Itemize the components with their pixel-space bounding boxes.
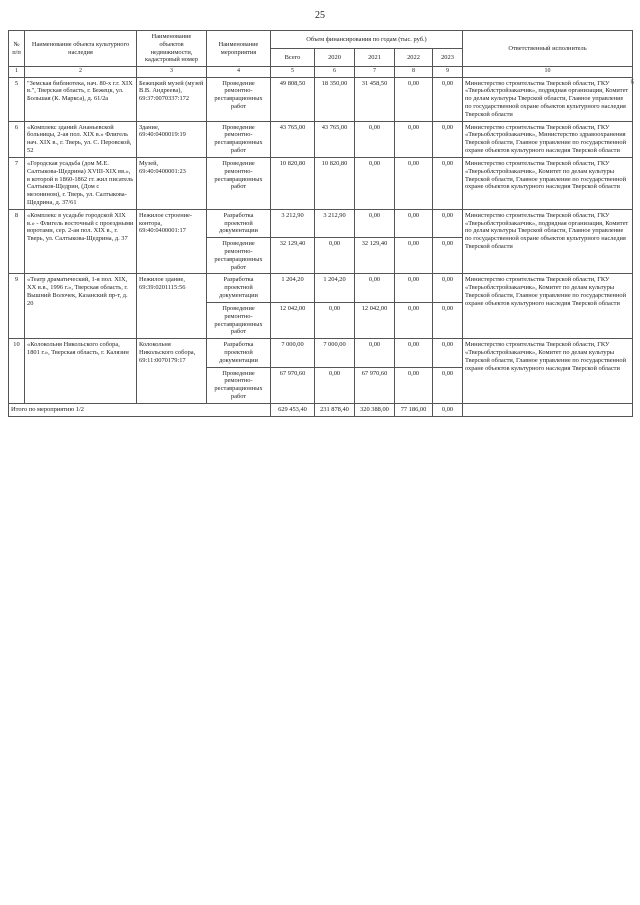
property-name: Бежецкий музей (музей В.В. Андреева), 69:37:0070337:172: [137, 77, 207, 121]
amount-2021: 0,00: [355, 339, 395, 367]
colnum: 1: [9, 67, 25, 77]
amount-2023: 0,00: [433, 121, 463, 157]
amount-2021: 0,00: [355, 274, 395, 302]
header-total: Всего: [271, 49, 315, 67]
amount-2023: 0,00: [433, 209, 463, 237]
header-2022: 2022: [395, 49, 433, 67]
amount-2022: 0,00: [395, 339, 433, 367]
amount-2020: 18 350,00: [315, 77, 355, 121]
amount-2020: 0,00: [315, 367, 355, 403]
amount-2020: 43 765,00: [315, 121, 355, 157]
amount-total: 67 970,60: [271, 367, 315, 403]
page-number: 25: [315, 10, 325, 21]
summary-row: [9, 403, 633, 416]
colnum: 4: [207, 67, 271, 77]
amount-2023: 0,00: [433, 339, 463, 367]
header-financing: Объем финансирования по годам (тыс. руб.): [271, 31, 463, 49]
summary-2023: 0,00: [433, 403, 463, 416]
colnum: 10: [463, 67, 633, 77]
table-row: [9, 157, 633, 209]
activity-name: Проведение ремонтно-реставрационных работ: [207, 367, 271, 403]
amount-2021: 12 042,00: [355, 302, 395, 338]
amount-2020: 7 000,00: [315, 339, 355, 367]
financing-table: [8, 30, 633, 417]
amount-2020: 3 212,90: [315, 209, 355, 237]
header-executor: Ответственный исполнитель: [463, 31, 633, 67]
amount-total: 43 765,00: [271, 121, 315, 157]
amount-2021: 0,00: [355, 157, 395, 209]
amount-2020: 0,00: [315, 302, 355, 338]
summary-2021: 320 388,00: [355, 403, 395, 416]
table-body: [9, 77, 633, 403]
activity-name: Проведение ремонтно-реставрационных работ: [207, 157, 271, 209]
colnum: 5: [271, 67, 315, 77]
header-2021: 2021: [355, 49, 395, 67]
amount-2021: 0,00: [355, 121, 395, 157]
property-name: Колокольня Никольского собора, 69:11:0070179:17: [137, 339, 207, 404]
object-name: «Городская усадьба (дом М.Е. Салтыкова-Щедрина) XVIII-XIX вв.», в которой в 1860-1862 гг. жил писатель Салтыков-Щедрин, (Дом с мезонином), г. Тверь, ул. Салтыкова-Щедрина, д. 37/61: [25, 157, 137, 209]
executor: Министерство строительства Тверской области, ГКУ «Тверьоблстройзаказчик», Комитет по делам культуры Тверской области, Главное управление по государственной охране объектов культурного наследия Тверской области: [463, 157, 633, 209]
colnum: 6: [315, 67, 355, 77]
executor: Министерство строительства Тверской области, ГКУ «Тверьоблстройзаказчик», подрядная организация, Комитет по делам культуры Тверской области, Главное управление по государственной охране объектов культурного наследия Тверской области: [463, 209, 633, 274]
executor: Министерство строительства Тверской области, ГКУ «Тверьоблстройзаказчик», Комитет по делам культуры Тверской области, Главное управление по государственной охране объектов культурного наследия Тверской области: [463, 274, 633, 339]
amount-2023: 0,00: [433, 367, 463, 403]
executor: Министерство строительства Тверской области, ГКУ «Тверьоблстройзаказчик», Комитет по делам культуры Тверской области, Главное управление по государственной охране объектов культурного наследия Тверской области: [463, 339, 633, 404]
table-row: [9, 209, 633, 237]
property-name: Здание, 69:40:0400019:19: [137, 121, 207, 157]
object-name: «Комплекс в усадьбе городской XIX в.» - Флигель восточный с проездными воротами, сер. 2-ая пол. XIX в., г. Тверь, ул. Салтыкова-Щедрина, д. 37: [25, 209, 137, 274]
amount-2022: 0,00: [395, 367, 433, 403]
amount-2021: 0,00: [355, 209, 395, 237]
amount-2023: 0,00: [433, 274, 463, 302]
amount-total: 32 129,40: [271, 238, 315, 274]
activity-name: Проведение ремонтно-реставрационных работ: [207, 238, 271, 274]
executor: Министерство строительства Тверской области, ГКУ «Тверьоблстройзаказчик», подрядная организация, Комитет по делам культуры Тверской области, Главное управление по государственной охране объектов культурного наследия Тверской области: [463, 77, 633, 121]
amount-2022: 0,00: [395, 238, 433, 274]
activity-name: Разработка проектной документации: [207, 339, 271, 367]
activity-name: Проведение ремонтно-реставрационных работ: [207, 121, 271, 157]
amount-2022: 0,00: [395, 209, 433, 237]
summary-2022: 77 186,00: [395, 403, 433, 416]
table-row: [9, 339, 633, 367]
amount-2020: 10 820,80: [315, 157, 355, 209]
amount-2023: 0,00: [433, 157, 463, 209]
header-2023: 2023: [433, 49, 463, 67]
amount-2022: 0,00: [395, 302, 433, 338]
row-number: 6: [9, 121, 25, 157]
amount-2020: 1 204,20: [315, 274, 355, 302]
colnum: 2: [25, 67, 137, 77]
amount-2023: 0,00: [433, 77, 463, 121]
header-2020: 2020: [315, 49, 355, 67]
colnum: 7: [355, 67, 395, 77]
object-name: «Комплекс зданий Ананьевской больницы, 2-ая пол. XIX в.» Флигель нач. XIX в., г. Тверь, ул. С. Перовской, 52: [25, 121, 137, 157]
amount-total: 12 042,00: [271, 302, 315, 338]
property-name: Нежилое строение-контора, 69:40:0400001:17: [137, 209, 207, 274]
colnum: 8: [395, 67, 433, 77]
table-row: [9, 77, 633, 121]
header-property-name: Наименование объектов недвижимости, кадастровый номер: [137, 31, 207, 67]
row-number: 10: [9, 339, 25, 404]
amount-2021: 67 970,60: [355, 367, 395, 403]
header-activity: Наименование мероприятия: [207, 31, 271, 67]
amount-2022: 0,00: [395, 157, 433, 209]
table-row: [9, 274, 633, 302]
amount-2021: 31 458,50: [355, 77, 395, 121]
property-name: Музей, 69:40:0400001:23: [137, 157, 207, 209]
row-number: 8: [9, 209, 25, 274]
summary-label: Итого по мероприятию 1/2: [9, 403, 271, 416]
amount-total: 1 204,20: [271, 274, 315, 302]
amount-2020: 0,00: [315, 238, 355, 274]
amount-2022: 0,00: [395, 274, 433, 302]
amount-2022: 0,00: [395, 77, 433, 121]
object-name: "Земская библиотека, нач. 80-х г.г. XIX в.", Тверская область, г. Бежецк, ул. Большая (К. Маркса), д. 61/2а: [25, 77, 137, 121]
summary-executor: [463, 403, 633, 416]
colnum: 3: [137, 67, 207, 77]
amount-total: 49 808,50: [271, 77, 315, 121]
column-numbers-row: [9, 67, 633, 77]
amount-2021: 32 129,40: [355, 238, 395, 274]
activity-name: Разработка проектной документации: [207, 209, 271, 237]
header-no: № п/п: [9, 31, 25, 67]
summary-total: 629 453,40: [271, 403, 315, 416]
activity-name: Проведение ремонтно-реставрационных работ: [207, 77, 271, 121]
table-row: [9, 121, 633, 157]
amount-total: 10 820,80: [271, 157, 315, 209]
activity-name: Разработка проектной документации: [207, 274, 271, 302]
corner-mark: 6: [630, 78, 634, 86]
activity-name: Проведение ремонтно-реставрационных работ: [207, 302, 271, 338]
amount-2023: 0,00: [433, 302, 463, 338]
row-number: 9: [9, 274, 25, 339]
header-object-name: Наименование объекта культурного наследия: [25, 31, 137, 67]
amount-total: 3 212,90: [271, 209, 315, 237]
property-name: Нежилое здание, 69:39:0201115:56: [137, 274, 207, 339]
object-name: «Театр драматический, 1-я пол. XIX, XX в.в., 1996 г.», Тверская область, г. Вышний Волочек, Казанский пр-т, д. 20: [25, 274, 137, 339]
object-name: «Колокольня Никольского собора, 1801 г.», Тверская область, г. Калязин: [25, 339, 137, 404]
summary-2020: 231 878,40: [315, 403, 355, 416]
row-number: 5: [9, 77, 25, 121]
row-number: 7: [9, 157, 25, 209]
amount-total: 7 000,00: [271, 339, 315, 367]
amount-2023: 0,00: [433, 238, 463, 274]
executor: Министерство строительства Тверской области, ГКУ «Тверьоблстройзаказчик», Министерство здравоохранения Тверской области, Главное управление по государственной охране объектов культурного наследия Тверской области: [463, 121, 633, 157]
colnum: 9: [433, 67, 463, 77]
amount-2022: 0,00: [395, 121, 433, 157]
